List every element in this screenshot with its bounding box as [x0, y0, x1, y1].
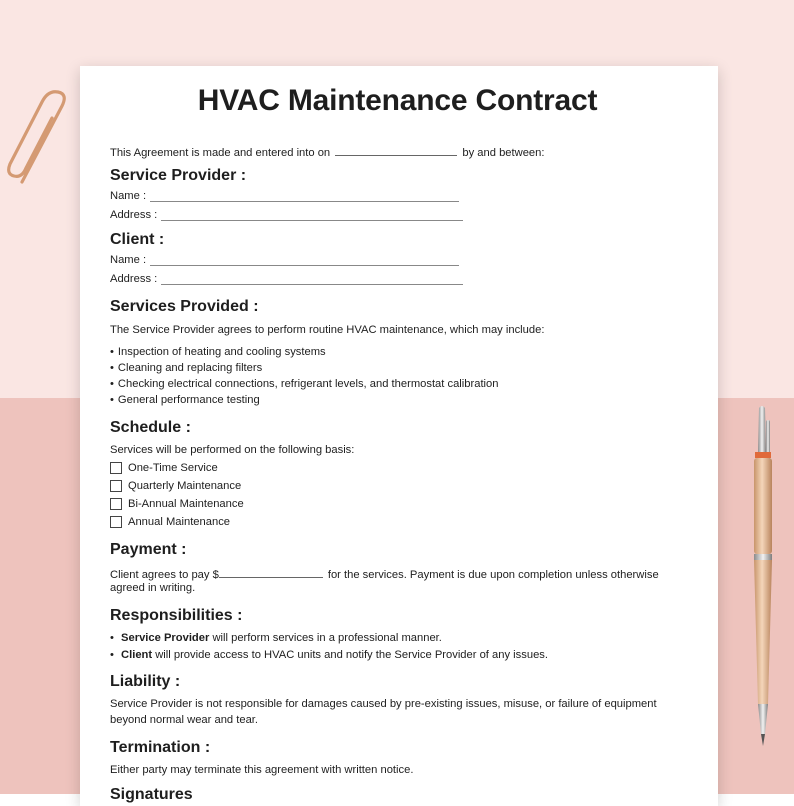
responsibility-party: Service Provider [121, 632, 210, 644]
responsibilities-heading: Responsibilities : [110, 607, 243, 624]
paperclip-icon [0, 90, 80, 190]
option-label: Annual Maintenance [128, 516, 231, 528]
schedule-option-quarterly[interactable] [110, 480, 241, 492]
checkbox[interactable] [110, 498, 122, 510]
option-label: One-Time Service [128, 462, 218, 474]
client-address-blank[interactable] [161, 273, 463, 285]
checkbox[interactable] [110, 516, 122, 528]
client-name-blank[interactable] [150, 254, 459, 266]
payment-text-after: for the services. Payment is due upon completion unless otherwise [327, 569, 659, 581]
service-provider-address-field [110, 209, 463, 221]
liability-line-1: Service Provider is not responsible for damages caused by pre-existing issues, misuse, or failure of equipment [110, 698, 657, 710]
client-name-field [110, 254, 459, 266]
schedule-option-bi-annual[interactable] [110, 498, 244, 510]
option-label: Quarterly Maintenance [128, 480, 242, 492]
list-item: • Inspection of heating and cooling systems [110, 346, 326, 358]
option-label: Bi-Annual Maintenance [128, 498, 244, 510]
list-item [110, 649, 548, 661]
contract-page [80, 66, 718, 806]
responsibility-party: Client [121, 649, 153, 661]
schedule-heading: Schedule : [110, 419, 191, 436]
service-provider-address-blank[interactable] [161, 209, 463, 221]
list-item: • Cleaning and replacing filters [110, 362, 262, 374]
schedule-option-annual[interactable] [110, 516, 230, 528]
schedule-option-one-time[interactable] [110, 462, 218, 474]
payment-text-before: Client agrees to pay $ [110, 569, 219, 581]
client-address-field [110, 273, 463, 285]
payment-line-2: agreed in writing. [110, 582, 196, 594]
payment-heading: Payment : [110, 541, 187, 558]
signatures-heading: Signatures [110, 786, 193, 803]
list-item [110, 632, 442, 644]
responsibility-text: will provide access to HVAC units and notify the Service Provider of any issues. [155, 649, 548, 661]
service-provider-name-field [110, 190, 459, 202]
services-intro: The Service Provider agrees to perform routine HVAC maintenance, which may include: [110, 324, 545, 336]
liability-line-2: beyond normal wear and tear. [110, 714, 259, 726]
list-item: • General performance testing [110, 394, 260, 406]
termination-text: Either party may terminate this agreement with written notice. [110, 764, 414, 776]
service-provider-name-blank[interactable] [150, 190, 459, 202]
pen-icon [742, 404, 782, 764]
client-heading: Client : [110, 231, 165, 248]
services-heading: Services Provided : [110, 298, 259, 315]
address-label: Address : [110, 273, 158, 285]
responsibility-text: will perform services in a professional manner. [212, 632, 442, 644]
page-title: HVAC Maintenance Contract [197, 84, 598, 117]
name-label: Name : [110, 254, 147, 266]
checkbox[interactable] [110, 462, 122, 474]
checkbox[interactable] [110, 480, 122, 492]
service-provider-heading: Service Provider : [110, 167, 247, 184]
payment-line-1 [110, 566, 659, 581]
list-item: • Checking electrical connections, refrigerant levels, and thermostat calibration [110, 378, 499, 390]
date-blank[interactable] [335, 144, 457, 156]
intro-line [110, 144, 544, 159]
schedule-intro: Services will be performed on the following basis: [110, 444, 355, 456]
termination-heading: Termination : [110, 739, 211, 756]
liability-heading: Liability : [110, 673, 181, 690]
address-label: Address : [110, 209, 158, 221]
intro-text-after: by and between: [462, 147, 545, 159]
intro-text-before: This Agreement is made and entered into on [110, 147, 331, 159]
name-label: Name : [110, 190, 147, 202]
payment-amount-blank[interactable] [219, 566, 323, 578]
